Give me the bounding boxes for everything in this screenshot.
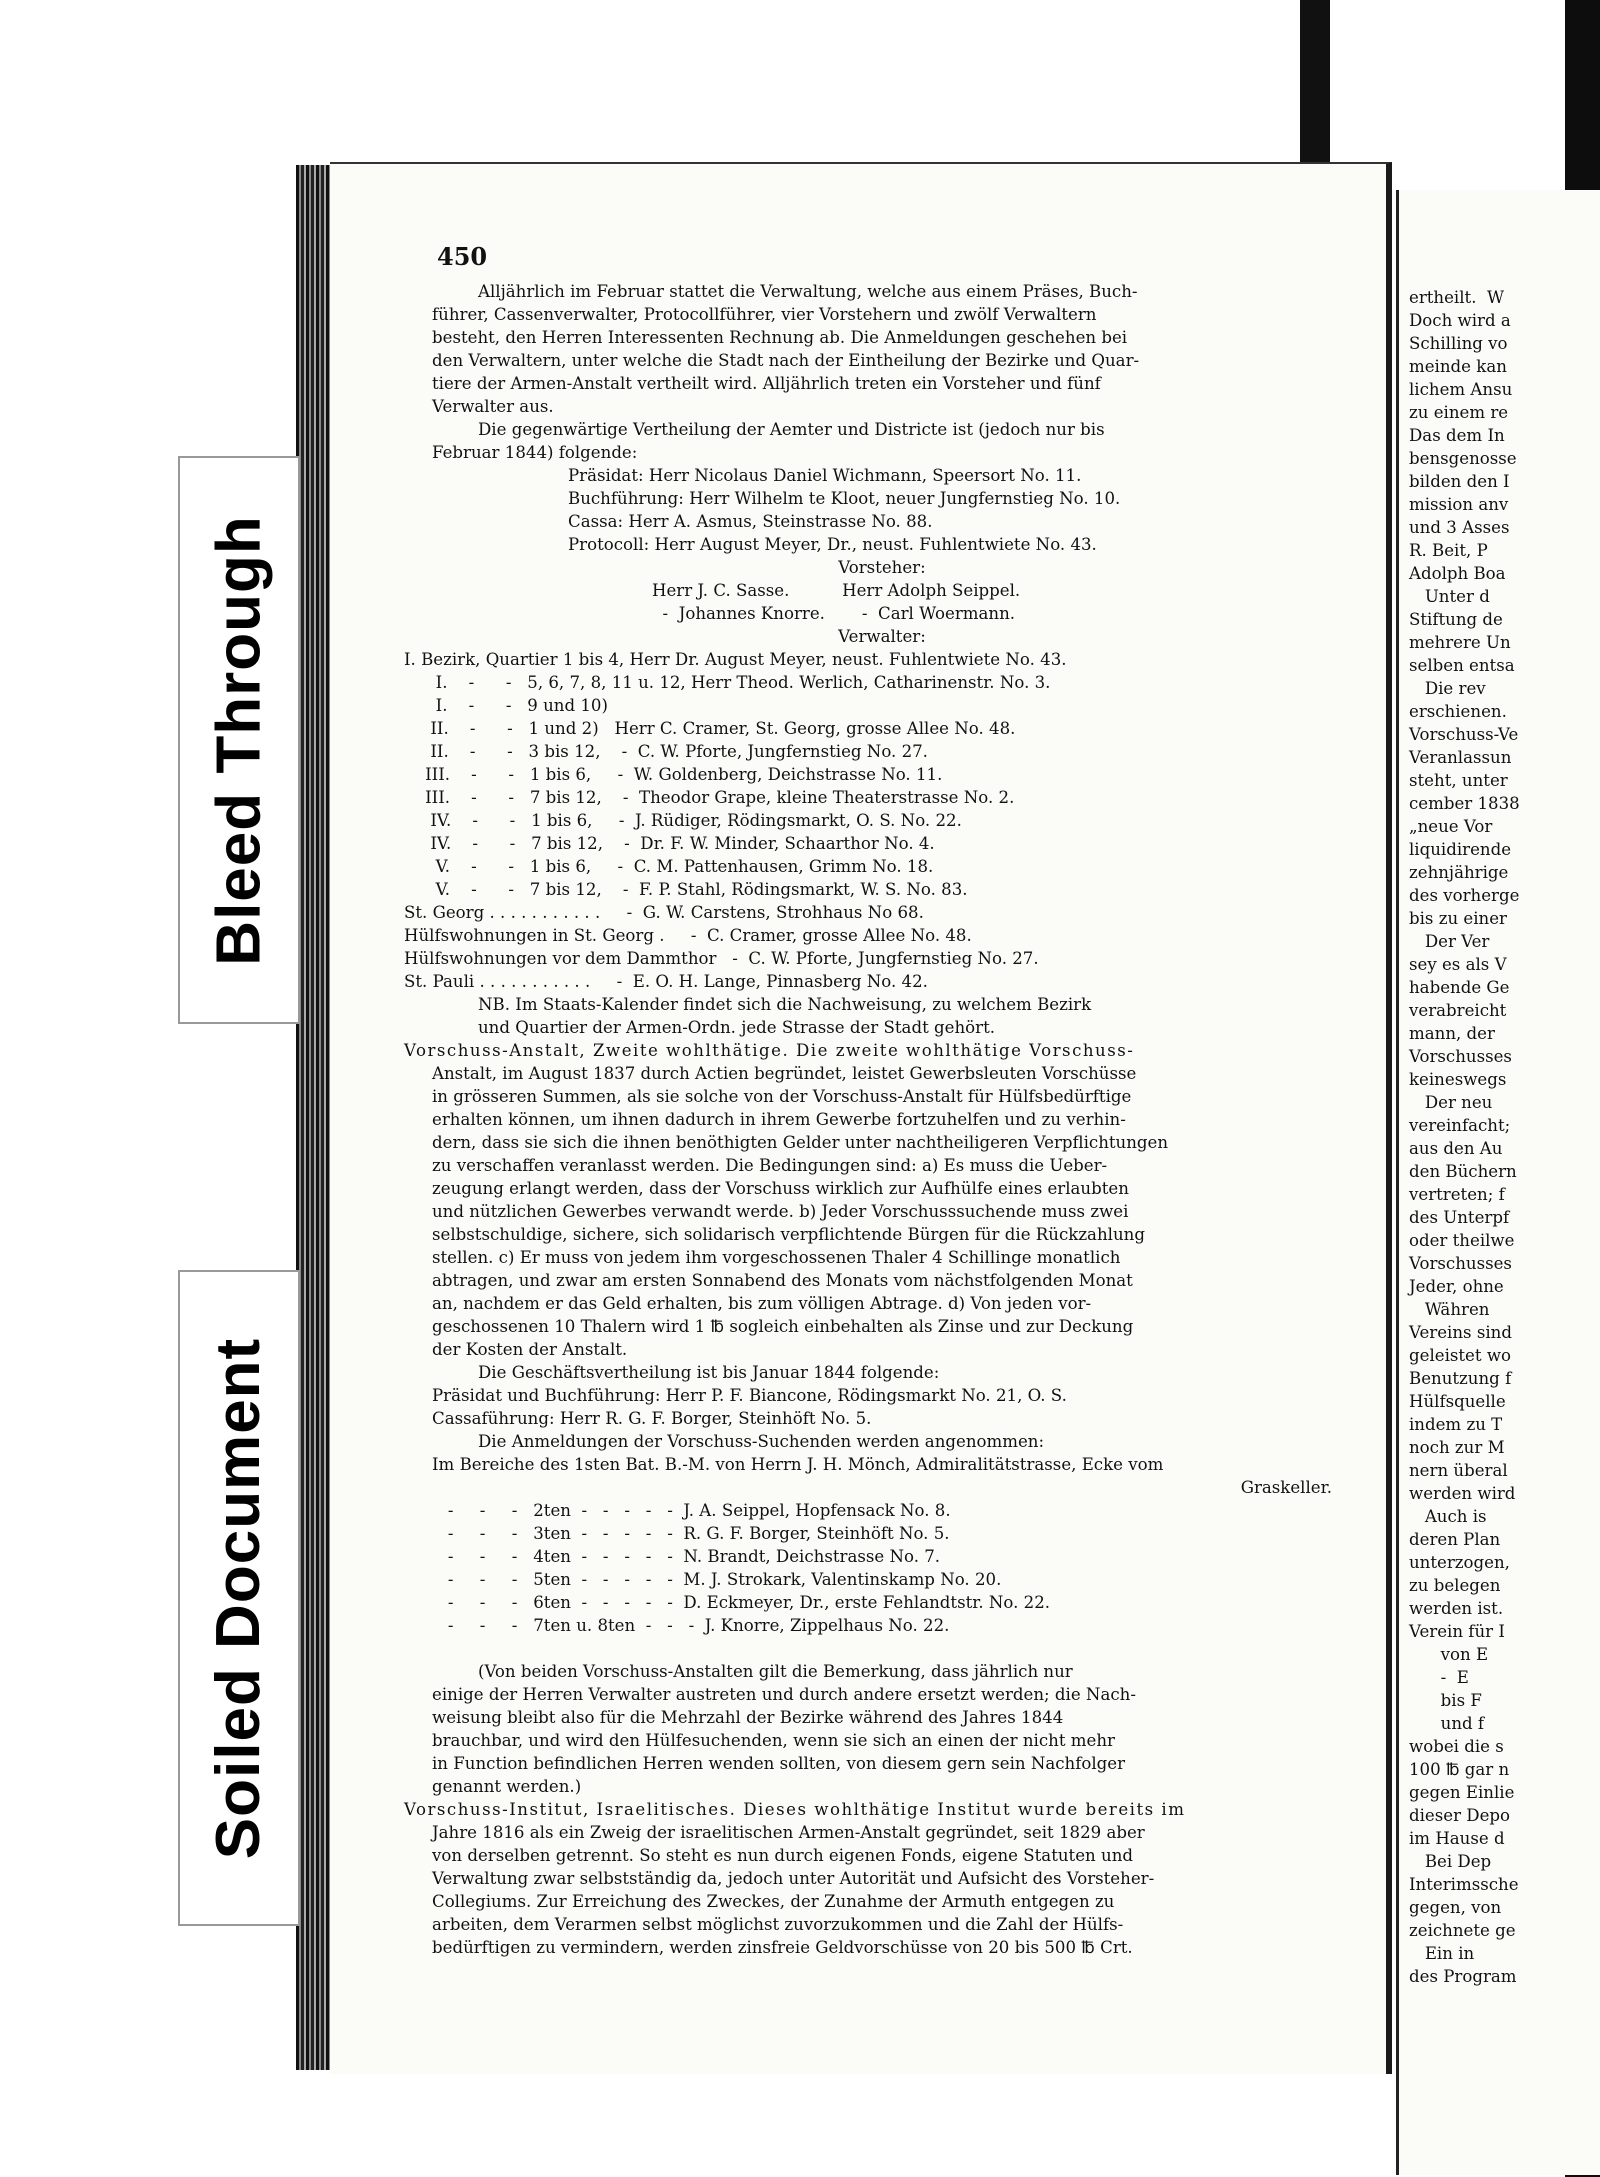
facing-page-text (1409, 286, 1520, 1988)
text-line: brauchbar, und wird den Hülfesuchenden, wenn sie sich an einen der nicht mehr (432, 1731, 1115, 1750)
text-line: abtragen, und zwar am ersten Sonnabend des Monats vom nächstfolgenden Monat (432, 1271, 1133, 1290)
text-line: zu verschaffen veranlasst werden. Die Bedingungen sind: a) Es muss die Ueber- (432, 1156, 1108, 1175)
facing-text-line: nern überal (1409, 1461, 1508, 1480)
facing-text-line: Der neu (1409, 1093, 1493, 1112)
text-line: - - - 5ten - - - - - M. J. Strokark, Valentinskamp No. 20. (432, 1570, 1002, 1589)
text-line: II. - - 1 und 2) Herr C. Cramer, St. Georg, grosse Allee No. 48. (404, 719, 1016, 738)
text-line: Vorschuss-Anstalt, Zweite wohlthätige. Die zweite wohlthätige Vorschuss- (404, 1041, 1135, 1060)
text-line: I. Bezirk, Quartier 1 bis 4, Herr Dr. August Meyer, neust. Fuhlentwiete No. 43. (404, 650, 1067, 669)
text-line: in grösseren Summen, als sie solche von der Vorschuss-Anstalt für Hülfsbedürftige (432, 1087, 1132, 1106)
facing-text-line: bis zu einer (1409, 909, 1507, 928)
text-line: bedürftigen zu vermindern, werden zinsfreie Geldvorschüsse von 20 bis 500 ℔ Crt. (432, 1938, 1133, 1957)
text-line: selbstschuldige, sichere, sich solidarisch verpflichtende Bürgen für die Rückzahlung (432, 1225, 1145, 1244)
facing-text-line: Adolph Boa (1409, 564, 1506, 583)
facing-text-line: des vorherge (1409, 886, 1520, 905)
text-line: und Quartier der Armen-Ordn. jede Strasse der Stadt gehört. (478, 1018, 996, 1037)
facing-text-line: habende Ge (1409, 978, 1510, 997)
text-line: Buchführung: Herr Wilhelm te Kloot, neuer Jungfernstieg No. 10. (568, 489, 1121, 508)
facing-text-line: erschienen. (1409, 702, 1507, 721)
facing-text-line: indem zu T (1409, 1415, 1503, 1434)
text-line: - - - 6ten - - - - - D. Eckmeyer, Dr., erste Fehlandtstr. No. 22. (432, 1593, 1051, 1612)
facing-text-line: von E (1409, 1645, 1489, 1664)
text-line: Die Geschäftsvertheilung ist bis Januar 1844 folgende: (478, 1363, 940, 1382)
text-line: der Kosten der Anstalt. (432, 1340, 628, 1359)
text-line: Verwaltung zwar selbstständig da, jedoch unter Autorität und Aufsicht des Vorsteher- (432, 1869, 1155, 1888)
text-line: Collegiums. Zur Erreichung des Zweckes, der Zunahme der Armuth entgegen zu (432, 1892, 1115, 1911)
text-line: Cassa: Herr A. Asmus, Steinstrasse No. 88. (568, 512, 933, 531)
facing-text-line: gegen Einlie (1409, 1783, 1515, 1802)
text-line: - Johannes Knorre. - Carl Woermann. (652, 604, 1016, 623)
facing-text-line: Veranlassun (1409, 748, 1512, 767)
facing-text-line: Vorschusses (1409, 1047, 1512, 1066)
facing-text-line: selben entsa (1409, 656, 1515, 675)
text-line: - - - 2ten - - - - - J. A. Seippel, Hopfensack No. 8. (432, 1501, 951, 1520)
text-line: von derselben getrennt. So steht es nun durch eigenen Fonds, eigene Statuten und (432, 1846, 1134, 1865)
facing-text-line: des Program (1409, 1967, 1517, 1986)
text-line: St. Pauli . . . . . . . . . . . - E. O. H. Lange, Pinnasberg No. 42. (404, 972, 928, 991)
text-line: Vorsteher: (838, 558, 926, 577)
facing-text-line: „neue Vor (1409, 817, 1493, 836)
text-line: - - - 3ten - - - - - R. G. F. Borger, Steinhöft No. 5. (432, 1524, 950, 1543)
page-number: 450 (437, 242, 488, 271)
facing-text-line: Verein für I (1409, 1622, 1505, 1641)
text-line: IV. - - 1 bis 6, - J. Rüdiger, Rödingsmarkt, O. S. No. 22. (404, 811, 962, 830)
facing-text-line: Vorschusses (1409, 1254, 1512, 1273)
facing-text-line: den Büchern (1409, 1162, 1517, 1181)
facing-text-line: unterzogen, (1409, 1553, 1510, 1572)
facing-text-line: zu belegen (1409, 1576, 1501, 1595)
text-line: IV. - - 7 bis 12, - Dr. F. W. Minder, Schaarthor No. 4. (404, 834, 935, 853)
bleed-through-label (178, 456, 300, 1024)
facing-text-line: Währen (1409, 1300, 1490, 1319)
text-line: Hülfswohnungen vor dem Dammthor - C. W. Pforte, Jungfernstieg No. 27. (404, 949, 1039, 968)
facing-text-line: dieser Depo (1409, 1806, 1511, 1825)
facing-text-line: bilden den I (1409, 472, 1510, 491)
facing-text-line: des Unterpf (1409, 1208, 1510, 1227)
facing-text-line: deren Plan (1409, 1530, 1501, 1549)
facing-text-line: steht, unter (1409, 771, 1508, 790)
text-line: Graskeller. (1240, 1478, 1332, 1497)
facing-text-line: Unter d (1409, 587, 1490, 606)
facing-text-line: lichem Ansu (1409, 380, 1513, 399)
facing-text-line: mehrere Un (1409, 633, 1511, 652)
text-line: (Von beiden Vorschuss-Anstalten gilt die Bemerkung, dass jährlich nur (478, 1662, 1073, 1681)
facing-text-line: mann, der (1409, 1024, 1495, 1043)
facing-text-line: Das dem In (1409, 426, 1505, 445)
text-line: Protocoll: Herr August Meyer, Dr., neust. Fuhlentwiete No. 43. (568, 535, 1097, 554)
text-line: Präsidat und Buchführung: Herr P. F. Biancone, Rödingsmarkt No. 21, O. S. (432, 1386, 1067, 1405)
text-line: Hülfswohnungen in St. Georg . - C. Cramer, grosse Allee No. 48. (404, 926, 972, 945)
text-line: einige der Herren Verwalter austreten und durch andere ersetzt werden; die Nach- (432, 1685, 1136, 1704)
text-line: II. - - 3 bis 12, - C. W. Pforte, Jungfernstieg No. 27. (404, 742, 928, 761)
text-line: in Function befindlichen Herren wenden sollten, von diesem gern sein Nachfolger (432, 1754, 1126, 1773)
text-line: tiere der Armen-Anstalt vertheilt wird. Alljährlich treten ein Vorsteher und fünf (432, 374, 1101, 393)
facing-text-line: werden ist. (1409, 1599, 1504, 1618)
facing-text-line: vereinfacht; (1409, 1116, 1511, 1135)
facing-text-line: geleistet wo (1409, 1346, 1512, 1365)
text-line: Februar 1844) folgende: (432, 443, 638, 462)
facing-text-line: Vereins sind (1409, 1323, 1512, 1342)
facing-text-line: mission anv (1409, 495, 1509, 514)
facing-text-line: oder theilwe (1409, 1231, 1515, 1250)
soiled-document-text: Soiled Document (204, 1337, 274, 1859)
facing-text-line: gegen, von (1409, 1898, 1502, 1917)
facing-text-line: noch zur M (1409, 1438, 1505, 1457)
facing-text-line: Ein in (1409, 1944, 1475, 1963)
text-line: Verwalter aus. (432, 397, 554, 416)
text-line: weisung bleibt also für die Mehrzahl der Bezirke während des Jahres 1844 (432, 1708, 1064, 1727)
text-line: besteht, den Herren Interessenten Rechnung ab. Die Anmeldungen geschehen bei (432, 328, 1128, 347)
facing-text-line: Auch is (1409, 1507, 1487, 1526)
text-line: Im Bereiche des 1sten Bat. B.-M. von Herrn J. H. Mönch, Admiralitätstrasse, Ecke vom (432, 1455, 1164, 1474)
text-line: und nützlichen Gewerbes verwandt werde. b) Jeder Vorschusssuchende muss zwei (432, 1202, 1129, 1221)
facing-text-line: Jeder, ohne (1409, 1277, 1504, 1296)
facing-text-line: im Hause d (1409, 1829, 1505, 1848)
bleed-through-text: Bleed Through (204, 514, 274, 966)
facing-text-line: Stiftung de (1409, 610, 1503, 629)
text-line: Jahre 1816 als ein Zweig der israelitischen Armen-Anstalt gegründet, seit 1829 aber (432, 1823, 1145, 1842)
facing-text-line: sey es als V (1409, 955, 1507, 974)
text-line: NB. Im Staats-Kalender findet sich die Nachweisung, zu welchem Bezirk (478, 995, 1092, 1014)
facing-text-line: und 3 Asses (1409, 518, 1510, 537)
facing-text-line: zu einem re (1409, 403, 1509, 422)
text-line: Die gegenwärtige Vertheilung der Aemter und Districte ist (jedoch nur bis (478, 420, 1105, 439)
text-line: geschossenen 10 Thalern wird 1 ℔ sogleich einbehalten als Zinse und zur Deckung (432, 1317, 1134, 1336)
facing-text-line: werden wird (1409, 1484, 1516, 1503)
facing-text-line: Interimssche (1409, 1875, 1519, 1894)
facing-page-partial (1396, 190, 1600, 2175)
facing-text-line: - E (1409, 1668, 1469, 1687)
page-edge-spine (296, 165, 330, 2070)
scan-border-top (1300, 0, 1330, 170)
facing-text-line: verabreicht (1409, 1001, 1507, 1020)
text-line: V. - - 1 bis 6, - C. M. Pattenhausen, Grimm No. 18. (404, 857, 934, 876)
text-line: Präsidat: Herr Nicolaus Daniel Wichmann, Speersort No. 11. (568, 466, 1082, 485)
facing-text-line: cember 1838 (1409, 794, 1520, 813)
facing-text-line: liquidirende (1409, 840, 1512, 859)
facing-text-line: zehnjährige (1409, 863, 1509, 882)
facing-text-line: aus den Au (1409, 1139, 1503, 1158)
text-line: den Verwaltern, unter welche die Stadt nach der Eintheilung der Bezirke und Quar- (432, 351, 1140, 370)
text-line: St. Georg . . . . . . . . . . . - G. W. Carstens, Strohhaus No 68. (404, 903, 924, 922)
soiled-document-label (178, 1270, 300, 1926)
text-line: Verwalter: (838, 627, 926, 646)
facing-text-line: meinde kan (1409, 357, 1507, 376)
text-line: an, nachdem er das Geld erhalten, bis zum völligen Abtrage. d) Von jeden vor- (432, 1294, 1092, 1313)
text-line: arbeiten, dem Verarmen selbst möglichst zuvorzukommen und die Zahl der Hülfs- (432, 1915, 1124, 1934)
facing-text-line: Vorschuss-Ve (1409, 725, 1519, 744)
facing-text-line: wobei die s (1409, 1737, 1504, 1756)
text-line: Vorschuss-Institut, Israelitisches. Dieses wohlthätige Institut wurde bereits im (404, 1800, 1186, 1819)
text-line: stellen. c) Er muss von jedem ihm vorgeschossenen Thaler 4 Schillinge monatlich (432, 1248, 1121, 1267)
text-line: erhalten können, um ihnen dadurch in ihrem Gewerbe fortzuhelfen und zu verhin- (432, 1110, 1126, 1129)
text-line: zeugung erlangt werden, dass der Vorschuss wirklich zur Aufhülfe eines erlaubten (432, 1179, 1129, 1198)
facing-text-line: bis F (1409, 1691, 1482, 1710)
facing-text-line: Schilling vo (1409, 334, 1508, 353)
text-line: - - - 7ten u. 8ten - - - J. Knorre, Zippelhaus No. 22. (432, 1616, 950, 1635)
text-line: Anstalt, im August 1837 durch Actien begründet, leistet Gewerbsleuten Vorschüsse (432, 1064, 1137, 1083)
facing-text-line: 100 ℔ gar n (1409, 1760, 1510, 1779)
facing-text-line: ertheilt. W (1409, 288, 1505, 307)
text-line: genannt werden.) (432, 1777, 582, 1796)
text-line: Alljährlich im Februar stattet die Verwaltung, welche aus einem Präses, Buch- (478, 282, 1138, 301)
text-line: III. - - 7 bis 12, - Theodor Grape, kleine Theaterstrasse No. 2. (404, 788, 1015, 807)
facing-text-line: Benutzung f (1409, 1369, 1512, 1388)
text-line: - - - 4ten - - - - - N. Brandt, Deichstrasse No. 7. (432, 1547, 941, 1566)
facing-text-line: Der Ver (1409, 932, 1490, 951)
text-line: Die Anmeldungen der Vorschuss-Suchenden werden angenommen: (478, 1432, 1045, 1451)
text-line: I. - - 5, 6, 7, 8, 11 u. 12, Herr Theod. Werlich, Catharinenstr. No. 3. (404, 673, 1051, 692)
text-line: Herr J. C. Sasse. Herr Adolph Seippel. (652, 581, 1021, 600)
facing-text-line: keineswegs (1409, 1070, 1507, 1089)
facing-text-line: Doch wird a (1409, 311, 1511, 330)
facing-text-line: Bei Dep (1409, 1852, 1492, 1871)
text-line: Cassaführung: Herr R. G. F. Borger, Steinhöft No. 5. (432, 1409, 872, 1428)
text-line: führer, Cassenverwalter, Protocollführer, vier Vorstehern und zwölf Verwaltern (432, 305, 1097, 324)
main-page-text (404, 280, 1332, 1959)
text-line: III. - - 1 bis 6, - W. Goldenberg, Deichstrasse No. 11. (404, 765, 943, 784)
text-line (432, 1637, 1332, 1660)
facing-text-line: Hülfsquelle (1409, 1392, 1506, 1411)
facing-text-line: und f (1409, 1714, 1485, 1733)
facing-text-line: vertreten; f (1409, 1185, 1505, 1204)
text-line: dern, dass sie sich die ihnen benöthigten Gelder unter nachtheiligeren Verpflichtungen (432, 1133, 1169, 1152)
facing-text-line: R. Beit, P (1409, 541, 1488, 560)
facing-text-line: zeichnete ge (1409, 1921, 1516, 1940)
text-line: V. - - 7 bis 12, - F. P. Stahl, Rödingsmarkt, W. S. No. 83. (404, 880, 968, 899)
facing-text-line: Die rev (1409, 679, 1486, 698)
text-line: I. - - 9 und 10) (404, 696, 608, 715)
facing-text-line: bensgenosse (1409, 449, 1517, 468)
